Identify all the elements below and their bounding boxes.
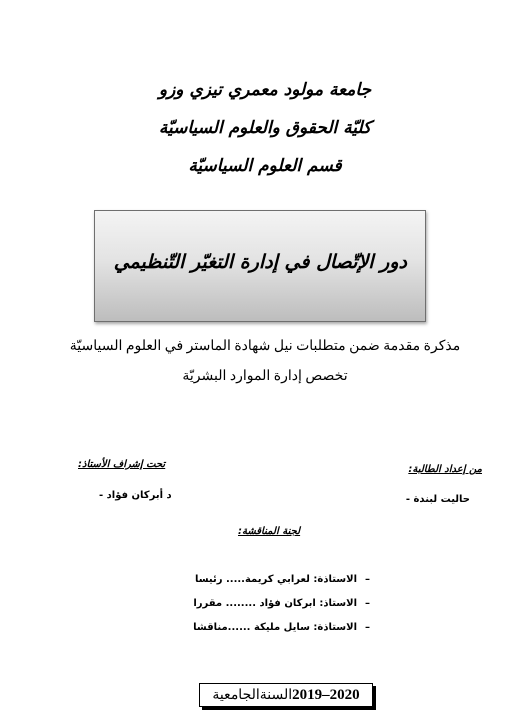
faculty-name: كليّة الحقوق والعلوم السياسيّة	[158, 118, 372, 138]
supervisor-name-text: د أبركان فؤاد	[106, 490, 172, 501]
dash-icon: –	[365, 622, 370, 633]
committee-member	[195, 574, 370, 585]
dash-icon: –	[365, 598, 370, 609]
committee-member	[193, 598, 370, 609]
committee-member-text: الاستاذة: لعرابي كريمة..... رئيسا	[194, 574, 357, 585]
dash-icon: -	[99, 490, 104, 501]
academic-year-value: 2019–2020	[292, 687, 360, 703]
student-name	[398, 494, 470, 505]
academic-year-label: السنةالجامعية	[212, 688, 293, 703]
thesis-title: دور الإتّصال في إدارة التغيّر التّنظيمي	[113, 251, 407, 273]
degree-description: مذكرة مقدمة ضمن متطلبات نيل شهادة الماستر في العلوم السياسيّة	[69, 339, 461, 354]
dash-icon: -	[405, 494, 411, 505]
committee-member	[193, 622, 370, 633]
dash-icon: –	[365, 574, 370, 585]
committee-label: لجنة المناقشة:	[238, 526, 301, 537]
academic-year-box	[199, 683, 373, 707]
student-label: من إعداد الطالبة:	[408, 464, 482, 475]
committee-member-text: الاستاذة: سايل مليكة ......مناقشا	[193, 622, 357, 633]
supervisor-name	[91, 490, 172, 501]
supervisor-label: تحت إشراف الأستاذ:	[78, 459, 166, 470]
title-box	[94, 210, 426, 322]
department-name: قسم العلوم السياسيّة	[188, 156, 342, 176]
university-name: جامعة مولود معمري تيزي وزو	[158, 80, 372, 100]
specialization: تخصص إدارة الموارد البشريّة	[182, 369, 348, 384]
student-name-text: حاليت لبندة	[413, 494, 470, 505]
committee-member-text: الاستاذ: ابركان فؤاد ........ مقررا	[193, 598, 357, 609]
